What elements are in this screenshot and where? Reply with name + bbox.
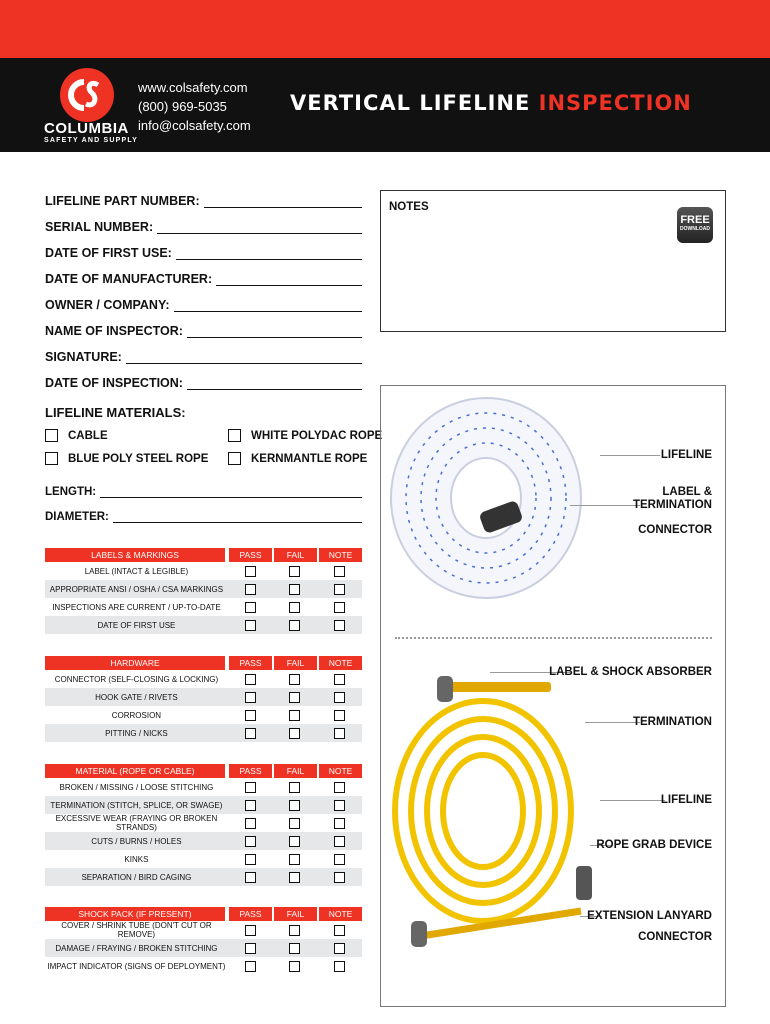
note-cell (317, 566, 362, 577)
field-line[interactable] (113, 510, 362, 523)
field-line[interactable] (187, 377, 362, 390)
fail-checkbox[interactable] (289, 836, 300, 847)
white-rope-coil-icon (391, 398, 581, 598)
note-checkbox[interactable] (334, 782, 345, 793)
callout-rope-grab-device: ROPE GRAB DEVICE (596, 839, 712, 851)
pass-checkbox[interactable] (245, 872, 256, 883)
note-checkbox[interactable] (334, 818, 345, 829)
note-checkbox[interactable] (334, 728, 345, 739)
callout-termination-bottom: TERMINATION (632, 716, 712, 728)
row-label: TERMINATION (STITCH, SPLICE, OR SWAGE) (50, 800, 223, 810)
form-field[interactable] (45, 242, 362, 260)
note-checkbox[interactable] (334, 584, 345, 595)
field-line[interactable] (187, 325, 362, 338)
checkbox[interactable] (228, 429, 241, 442)
note-checkbox[interactable] (334, 872, 345, 883)
fail-cell (273, 943, 318, 954)
pass-cell (228, 566, 273, 577)
option-label: KERNMANTLE ROPE (251, 452, 368, 465)
note-cell (317, 710, 362, 721)
table-title: SHOCK PACK (IF PRESENT) (45, 907, 225, 921)
column-header-fail: FAIL (274, 764, 317, 778)
form-field[interactable] (45, 268, 362, 286)
leader-line (585, 722, 640, 723)
top-red-stripe (0, 0, 770, 58)
divider (395, 637, 712, 639)
pass-cell (228, 728, 273, 739)
pass-cell (228, 620, 273, 631)
pass-checkbox[interactable] (245, 782, 256, 793)
fail-cell (273, 961, 318, 972)
fail-checkbox[interactable] (289, 925, 300, 936)
leader-line (570, 505, 640, 506)
callout-connector-bottom: CONNECTOR (638, 931, 712, 943)
row-label: KINKS (124, 854, 149, 864)
column-header-pass: PASS (229, 907, 272, 921)
note-cell (317, 818, 362, 829)
pass-checkbox[interactable] (245, 818, 256, 829)
fail-checkbox[interactable] (289, 728, 300, 739)
pass-checkbox[interactable] (245, 800, 256, 811)
note-checkbox[interactable] (334, 566, 345, 577)
pass-checkbox[interactable] (245, 925, 256, 936)
table-title: LABELS & MARKINGS (45, 548, 225, 562)
fail-checkbox[interactable] (289, 961, 300, 972)
fail-checkbox[interactable] (289, 602, 300, 613)
form-field[interactable] (45, 372, 362, 390)
length-field[interactable] (45, 480, 362, 498)
fail-cell (273, 728, 318, 739)
pass-checkbox[interactable] (245, 674, 256, 685)
note-cell (317, 943, 362, 954)
note-checkbox[interactable] (334, 602, 345, 613)
field-label: LENGTH: (45, 486, 97, 498)
fail-cell (273, 674, 318, 685)
note-checkbox[interactable] (334, 620, 345, 631)
row-label: HOOK GATE / RIVETS (95, 692, 178, 702)
field-line[interactable] (204, 195, 362, 208)
pass-cell (228, 854, 273, 865)
field-label: LIFELINE PART NUMBER: (45, 194, 200, 208)
row-label: SEPARATION / BIRD CAGING (81, 872, 192, 882)
table-row (45, 616, 362, 634)
table-header (45, 764, 362, 778)
column-header-pass: PASS (229, 548, 272, 562)
table-row (45, 921, 362, 939)
leader-line (600, 800, 665, 801)
note-checkbox[interactable] (334, 674, 345, 685)
table-row (45, 832, 362, 850)
pass-checkbox[interactable] (245, 728, 256, 739)
pass-checkbox[interactable] (245, 602, 256, 613)
note-cell (317, 602, 362, 613)
option-white-polydac-rope[interactable] (228, 429, 382, 442)
row-label: EXCESSIVE WEAR (FRAYING OR BROKEN STRANDS) (55, 814, 218, 832)
table-row (45, 868, 362, 886)
field-line[interactable] (157, 221, 362, 234)
inspection-table (45, 548, 362, 634)
fail-checkbox[interactable] (289, 800, 300, 811)
fail-cell (273, 925, 318, 936)
free-download-badge[interactable] (677, 207, 713, 243)
checkbox[interactable] (228, 452, 241, 465)
columbia-logo-icon (60, 68, 114, 122)
fail-cell (273, 800, 318, 811)
table-row (45, 957, 362, 975)
table-title: MATERIAL (ROPE OR CABLE) (45, 764, 225, 778)
note-cell (317, 836, 362, 847)
option-blue-poly-steel-rope[interactable] (45, 452, 208, 465)
table-row (45, 850, 362, 868)
website-link[interactable]: www.colsafety.com (138, 80, 248, 95)
option-cable[interactable] (45, 429, 108, 442)
note-checkbox[interactable] (334, 854, 345, 865)
pass-cell (228, 872, 273, 883)
callout-connector-top: CONNECTOR (638, 524, 712, 536)
table-row (45, 939, 362, 957)
note-cell (317, 800, 362, 811)
checkbox[interactable] (45, 452, 58, 465)
notes-box[interactable] (380, 190, 726, 332)
fail-cell (273, 710, 318, 721)
row-label: CORROSION (111, 710, 162, 720)
table-row (45, 724, 362, 742)
column-header-note: NOTE (319, 548, 362, 562)
note-cell (317, 584, 362, 595)
brand-name: COLUMBIA (44, 120, 129, 137)
pass-checkbox[interactable] (245, 710, 256, 721)
column-header-note: NOTE (319, 907, 362, 921)
table-row (45, 814, 362, 832)
title-main: VERTICAL LIFELINE (290, 91, 539, 115)
row-label: COVER / SHRINK TUBE (DON'T CUT OR REMOVE) (61, 921, 212, 939)
checkbox[interactable] (45, 429, 58, 442)
note-cell (317, 925, 362, 936)
note-cell (317, 728, 362, 739)
table-row (45, 670, 362, 688)
form-field[interactable] (45, 294, 362, 312)
pass-checkbox[interactable] (245, 943, 256, 954)
form-field[interactable] (45, 190, 362, 208)
pass-cell (228, 961, 273, 972)
pass-cell (228, 925, 273, 936)
note-cell (317, 961, 362, 972)
pass-checkbox[interactable] (245, 620, 256, 631)
field-label: NAME OF INSPECTOR: (45, 324, 183, 338)
field-label: DATE OF FIRST USE: (45, 246, 172, 260)
fail-checkbox[interactable] (289, 692, 300, 703)
callout-termination-top: TERMINATION (632, 499, 712, 511)
note-checkbox[interactable] (334, 836, 345, 847)
option-label: BLUE POLY STEEL ROPE (68, 452, 209, 465)
materials-title: LIFELINE MATERIALS: (45, 405, 186, 420)
row-label: INSPECTIONS ARE CURRENT / UP-TO-DATE (52, 602, 221, 612)
table-row (45, 706, 362, 724)
callout-lifeline-bottom: LIFELINE (660, 794, 712, 806)
fail-cell (273, 602, 318, 613)
fail-cell (273, 692, 318, 703)
row-label: BROKEN / MISSING / LOOSE STITCHING (59, 782, 214, 792)
callout-extension-lanyard: EXTENSION LANYARD (587, 910, 712, 922)
table-header (45, 548, 362, 562)
form-field[interactable] (45, 346, 362, 364)
pass-cell (228, 836, 273, 847)
field-label: SERIAL NUMBER: (45, 220, 154, 234)
table-row (45, 796, 362, 814)
fail-checkbox[interactable] (289, 943, 300, 954)
notes-label: NOTES (389, 201, 429, 213)
field-label: DIAMETER: (45, 511, 109, 523)
fail-cell (273, 620, 318, 631)
brand-subtitle: SAFETY AND SUPPLY (44, 137, 139, 144)
row-label: CUTS / BURNS / HOLES (91, 836, 182, 846)
callout-lifeline-top: LIFELINE (660, 449, 712, 461)
note-checkbox[interactable] (334, 943, 345, 954)
table-header (45, 656, 362, 670)
note-checkbox[interactable] (334, 710, 345, 721)
pass-cell (228, 692, 273, 703)
column-header-pass: PASS (229, 656, 272, 670)
fail-checkbox[interactable] (289, 854, 300, 865)
row-label: DAMAGE / FRAYING / BROKEN STITCHING (55, 943, 218, 953)
inspection-table (45, 907, 362, 975)
fail-checkbox[interactable] (289, 620, 300, 631)
column-header-pass: PASS (229, 764, 272, 778)
table-row (45, 562, 362, 580)
fail-cell (273, 872, 318, 883)
note-cell (317, 620, 362, 631)
leader-line (600, 455, 660, 456)
yellow-rope-coil-icon (395, 676, 592, 947)
row-label: IMPACT INDICATOR (SIGNS OF DEPLOYMENT) (47, 961, 226, 971)
fail-cell (273, 566, 318, 577)
note-cell (317, 692, 362, 703)
badge-download: DOWNLOAD (680, 226, 710, 232)
table-title: HARDWARE (45, 656, 225, 670)
field-line[interactable] (176, 247, 362, 260)
option-label: WHITE POLYDAC ROPE (251, 429, 383, 442)
badge-free: FREE (680, 214, 710, 226)
pass-checkbox[interactable] (245, 692, 256, 703)
table-row (45, 778, 362, 796)
note-checkbox[interactable] (334, 692, 345, 703)
column-header-fail: FAIL (274, 548, 317, 562)
fail-checkbox[interactable] (289, 782, 300, 793)
fail-cell (273, 836, 318, 847)
field-line[interactable] (174, 299, 362, 312)
pass-checkbox[interactable] (245, 584, 256, 595)
table-header (45, 907, 362, 921)
pass-cell (228, 800, 273, 811)
form-field[interactable] (45, 320, 362, 338)
note-cell (317, 674, 362, 685)
column-header-fail: FAIL (274, 907, 317, 921)
diameter-field[interactable] (45, 505, 362, 523)
row-label: DATE OF FIRST USE (97, 620, 176, 630)
row-label: APPROPRIATE ANSI / OSHA / CSA MARKINGS (49, 584, 224, 594)
field-line[interactable] (126, 351, 362, 364)
fail-checkbox[interactable] (289, 872, 300, 883)
field-label: OWNER / COMPANY: (45, 298, 170, 312)
pass-cell (228, 943, 273, 954)
row-label: LABEL (INTACT & LEGIBLE) (84, 566, 189, 576)
fail-checkbox[interactable] (289, 566, 300, 577)
form-field[interactable] (45, 216, 362, 234)
pass-cell (228, 674, 273, 685)
note-cell (317, 854, 362, 865)
pass-cell (228, 602, 273, 613)
note-cell (317, 782, 362, 793)
note-checkbox[interactable] (334, 925, 345, 936)
fail-cell (273, 854, 318, 865)
phone-number: (800) 969-5035 (138, 99, 227, 114)
row-label: PITTING / NICKS (105, 728, 168, 738)
fail-checkbox[interactable] (289, 584, 300, 595)
table-row (45, 688, 362, 706)
pass-checkbox[interactable] (245, 566, 256, 577)
pass-cell (228, 584, 273, 595)
column-header-note: NOTE (319, 764, 362, 778)
table-row (45, 598, 362, 616)
pass-checkbox[interactable] (245, 836, 256, 847)
pass-cell (228, 710, 273, 721)
field-label: SIGNATURE: (45, 350, 122, 364)
row-label: CONNECTOR (SELF-CLOSING & LOCKING) (54, 674, 219, 684)
fail-cell (273, 818, 318, 829)
fail-checkbox[interactable] (289, 674, 300, 685)
field-label: DATE OF MANUFACTURER: (45, 272, 213, 286)
email-link[interactable]: info@colsafety.com (138, 118, 251, 133)
pass-checkbox[interactable] (245, 854, 256, 865)
column-header-fail: FAIL (274, 656, 317, 670)
table-row (45, 580, 362, 598)
pass-cell (228, 782, 273, 793)
note-checkbox[interactable] (334, 961, 345, 972)
callout-label: LABEL & (662, 486, 712, 498)
inspection-table (45, 656, 362, 742)
note-cell (317, 872, 362, 883)
title-accent: INSPECTION (538, 91, 692, 115)
note-checkbox[interactable] (334, 800, 345, 811)
field-label: DATE OF INSPECTION: (45, 376, 183, 390)
column-header-note: NOTE (319, 656, 362, 670)
callout-label-shock-absorber: LABEL & SHOCK ABSORBER (549, 666, 712, 678)
pass-cell (228, 818, 273, 829)
fail-cell (273, 584, 318, 595)
fail-checkbox[interactable] (289, 818, 300, 829)
option-label: CABLE (68, 429, 108, 442)
fail-checkbox[interactable] (289, 710, 300, 721)
pass-checkbox[interactable] (245, 961, 256, 972)
fail-cell (273, 782, 318, 793)
field-line[interactable] (100, 485, 362, 498)
inspection-table (45, 764, 362, 886)
option-kernmantle-rope[interactable] (228, 452, 367, 465)
header-bar (0, 58, 770, 152)
field-line[interactable] (216, 273, 362, 286)
page-title (290, 91, 692, 115)
